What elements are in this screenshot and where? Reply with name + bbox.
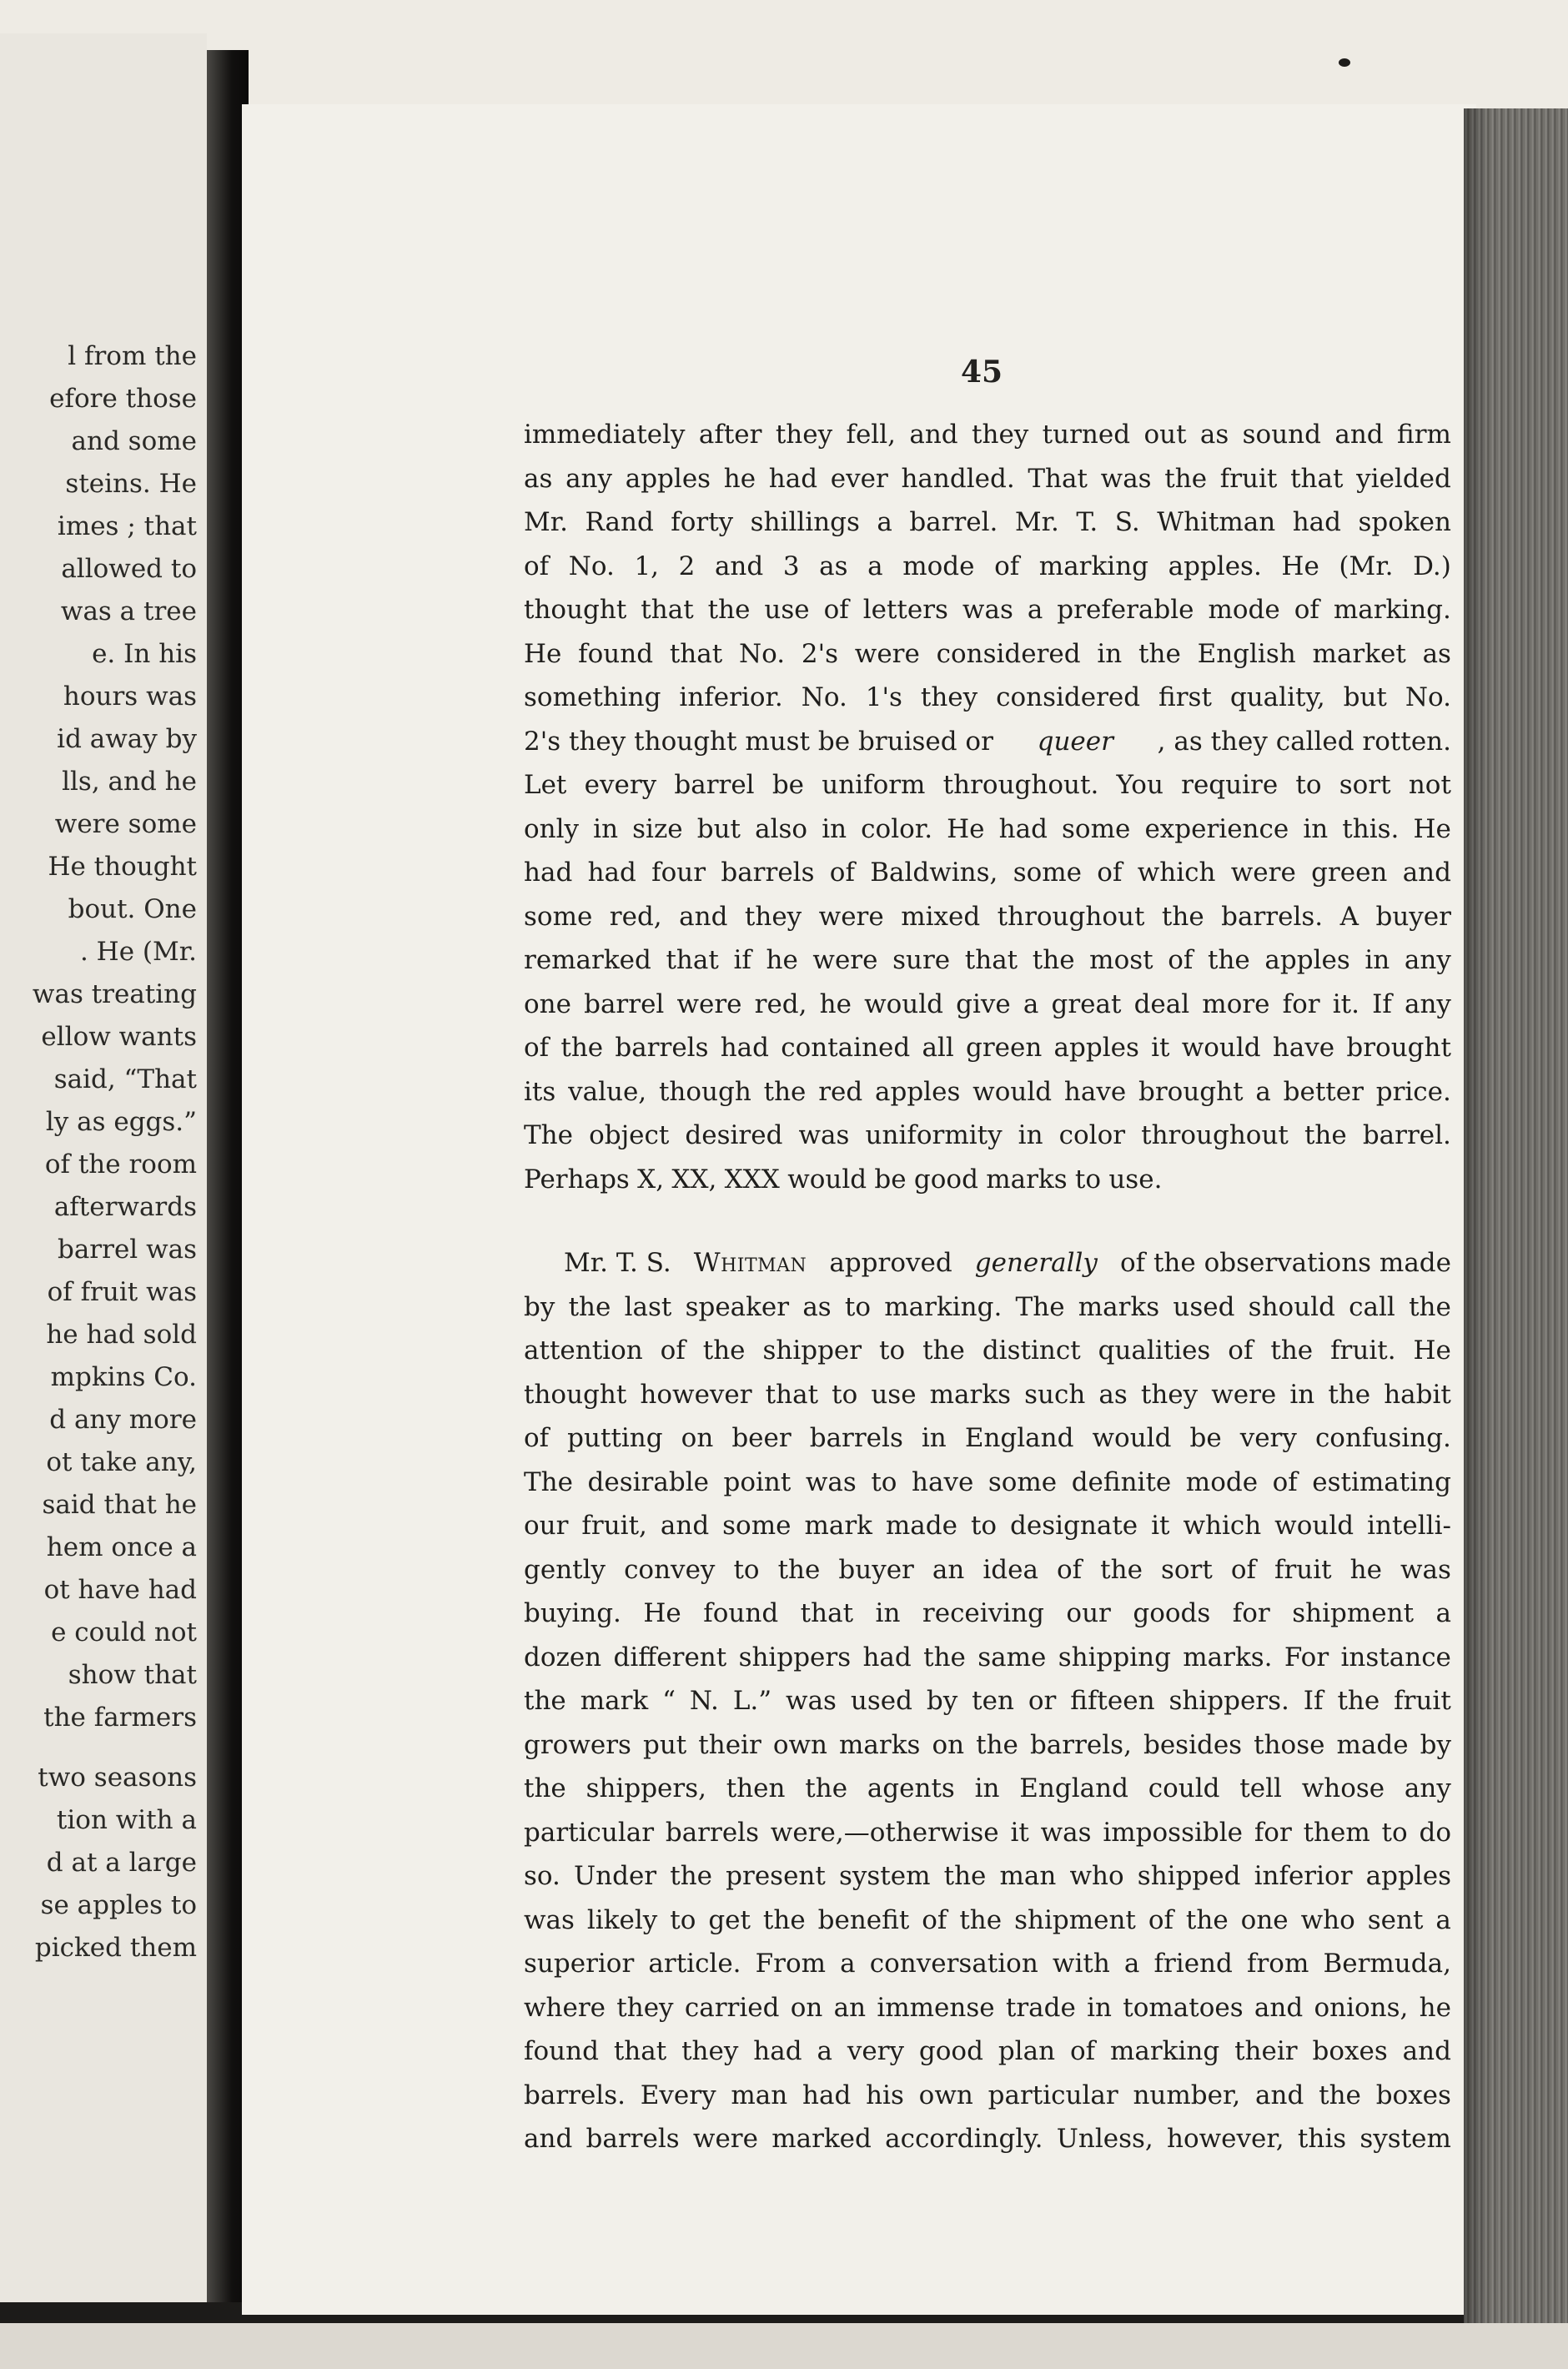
left-page-line: lls, and he	[62, 767, 197, 797]
left-page-line: said, “That	[53, 1064, 197, 1094]
text-line: immediately after they fell, and they turned out as sound and firm	[524, 420, 1451, 450]
left-page-line: ot take any,	[46, 1447, 197, 1477]
speaker-prefix: Mr. T. S.	[564, 1248, 671, 1278]
text-line: where they carried on an immense trade in tomatoes and onions, he	[524, 1992, 1451, 2023]
text-line: particular barrels were,—otherwise it was impossible for them to do	[524, 1817, 1451, 1848]
emphasis-text: generally	[974, 1248, 1098, 1278]
text-line: as any apples he had ever handled. That was the fruit that yielded	[524, 463, 1451, 494]
left-page-line: se apples to	[40, 1890, 197, 1920]
scan-speck	[1339, 58, 1350, 67]
text-fragment: , as they called rotten.	[1157, 726, 1451, 757]
text-line: He found that No. 2's were considered in the English market as	[524, 638, 1451, 669]
text-line: growers put their own marks on the barrels, besides those made by	[524, 1729, 1451, 1760]
text-line	[524, 720, 1451, 764]
left-page-line: steins. He	[65, 469, 197, 499]
text-line: one barrel were red, he would give a great deal more for it. If any	[524, 988, 1451, 1019]
page-body	[524, 413, 1451, 2161]
left-page-line: e could not	[51, 1617, 197, 1647]
left-page-line: efore those	[49, 384, 197, 414]
text-line: barrels. Every man had his own particular number, and the boxes	[524, 2080, 1451, 2110]
left-page-line: allowed to	[61, 554, 197, 584]
text-line: dozen different shippers had the same shipping marks. For instance	[524, 1642, 1451, 1672]
left-page-line: was treating	[32, 979, 197, 1009]
left-page-line: two seasons	[38, 1763, 197, 1793]
left-page-line: was a tree	[60, 596, 197, 626]
left-page-line: . He (Mr.	[79, 937, 197, 967]
left-facing-page	[0, 33, 207, 2302]
left-page-line: and some	[71, 426, 197, 456]
left-page-line: of fruit was	[47, 1277, 197, 1307]
text-line	[524, 1241, 1451, 1285]
text-line: buying. He found that in receiving our goods for shipment a	[524, 1598, 1451, 1628]
text-fragment: 2's they thought must be bruised or	[524, 726, 993, 757]
emphasis-text: queer	[1037, 726, 1113, 757]
text-line: The object desired was uniformity in color throughout the barrel.	[524, 1120, 1451, 1150]
left-page-line: ot have had	[43, 1575, 197, 1605]
left-page-line: the farmers	[43, 1703, 197, 1733]
text-line: the mark “ N. L.” was used by ten or fifteen shippers. If the fruit	[524, 1686, 1451, 1716]
book-edge-shadow	[1464, 108, 1489, 2327]
left-page-line: picked them	[34, 1933, 197, 1963]
left-page-line: hem once a	[46, 1532, 197, 1562]
text-line: our fruit, and some mark made to designate it which would intelli-	[524, 1511, 1451, 1541]
left-page-line: barrel was	[57, 1235, 197, 1265]
left-page-line: afterwards	[53, 1192, 197, 1222]
text-line: something inferior. No. 1's they considered first quality, but No.	[524, 682, 1451, 712]
text-line: had had four barrels of Baldwins, some of which were green and	[524, 858, 1451, 888]
left-page-line: d any more	[49, 1405, 197, 1435]
paragraph-1	[524, 413, 1451, 1201]
left-page-line: He thought	[48, 852, 197, 882]
left-page-line: show that	[68, 1660, 197, 1690]
page-number: 45	[961, 355, 1003, 390]
paragraph-2	[524, 1241, 1451, 2161]
left-page-line: tion with a	[56, 1805, 197, 1835]
text-line: thought however that to use marks such as they were in the habit	[524, 1379, 1451, 1410]
left-page-line: were some	[54, 809, 197, 839]
text-line: of No. 1, 2 and 3 as a mode of marking apples. He (Mr. D.)	[524, 551, 1451, 581]
text-line: attention of the shipper to the distinct qualities of the fruit. He	[524, 1335, 1451, 1366]
left-page-line: d at a large	[46, 1848, 197, 1878]
text-line: Perhaps X, XX, XXX would be good marks to use.	[524, 1164, 1163, 1195]
text-line: by the last speaker as to marking. The marks used should call the	[524, 1291, 1451, 1322]
left-page-line: imes ; that	[57, 511, 197, 541]
left-page-line: hours was	[63, 682, 197, 712]
text-fragment: approved	[829, 1248, 952, 1278]
text-line: and barrels were marked accordingly. Unless, however, this system	[524, 2124, 1451, 2154]
text-fragment: of the observations made	[1119, 1248, 1451, 1278]
text-line: thought that the use of letters was a preferable mode of marking.	[524, 595, 1451, 625]
text-line: the shippers, then the agents in England could tell whose any	[524, 1773, 1451, 1803]
text-line: superior article. From a conversation with a friend from Bermuda,	[524, 1949, 1451, 1979]
speaker-name: Whitman	[693, 1248, 807, 1278]
left-page-line: bout. One	[68, 894, 197, 924]
left-page-line: said that he	[42, 1490, 197, 1520]
left-page-line: he had sold	[46, 1320, 197, 1350]
text-line: so. Under the present system the man who shipped inferior apples	[524, 1861, 1451, 1891]
text-line: gently convey to the buyer an idea of the sort of fruit he was	[524, 1554, 1451, 1585]
text-line: remarked that if he were sure that the most of the apples in any	[524, 945, 1451, 975]
left-page-line: e. In his	[92, 639, 197, 669]
text-line: of the barrels had contained all green apples it would have brought	[524, 1033, 1451, 1063]
left-page-line: mpkins Co.	[50, 1362, 197, 1392]
text-line: Let every barrel be uniform throughout. You require to sort not	[524, 770, 1451, 800]
left-page-fragments	[33, 335, 197, 1969]
left-page-line: ellow wants	[41, 1022, 197, 1052]
text-line: its value, though the red apples would have brought a better price.	[524, 1076, 1451, 1107]
left-page-line: id away by	[57, 724, 197, 754]
main-page	[242, 104, 1476, 2315]
left-page-line: l from the	[68, 341, 197, 371]
text-line: only in size but also in color. He had some experience in this. He	[524, 813, 1451, 844]
text-line: found that they had a very good plan of marking their boxes and	[524, 2036, 1451, 2066]
left-page-line: of the room	[44, 1149, 197, 1179]
left-page-line: ly as eggs.”	[45, 1107, 197, 1137]
scan-background-bottom	[0, 2323, 1568, 2369]
text-line: some red, and they were mixed throughout the barrels. A buyer	[524, 901, 1451, 932]
text-line: Mr. Rand forty shillings a barrel. Mr. T. S. Whitman had spoken	[524, 507, 1451, 537]
text-line: was likely to get the benefit of the shipment of the one who sent a	[524, 1904, 1451, 1935]
text-line: of putting on beer barrels in England would be very confusing.	[524, 1423, 1451, 1453]
text-line: The desirable point was to have some definite mode of estimating	[524, 1466, 1451, 1497]
